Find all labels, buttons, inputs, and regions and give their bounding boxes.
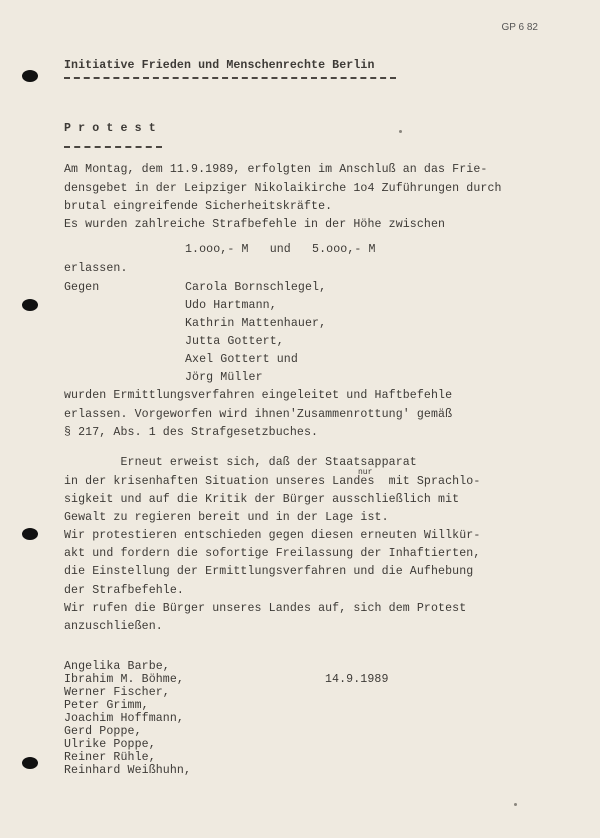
closing-line: anzuschließen.: [64, 620, 163, 633]
closing-line: die Einstellung der Ermittlungsverfahren und die Aufhebung: [64, 565, 474, 578]
accused-name: Carola Bornschlegel,: [185, 281, 327, 294]
closing-line: Wir protestieren entschieden gegen diesen erneuten Willkür-: [64, 529, 481, 542]
document-title: P r o t e s t: [64, 122, 156, 135]
accused-name: Udo Hartmann,: [185, 299, 277, 312]
paper-speck: [399, 130, 402, 133]
org-heading: Initiative Frieden und Menschenrechte Berlin: [64, 59, 375, 72]
signatory: Angelika Barbe,: [64, 660, 170, 673]
investigation-line: wurden Ermittlungsverfahren eingeleitet und Haftbefehle: [64, 389, 453, 402]
accused-name: Jutta Gottert,: [185, 335, 284, 348]
closing-line: in der krisenhaften Situation unseres Landes mit Sprachlo-: [64, 475, 481, 488]
intro-line: Es wurden zahlreiche Strafbefehle in der Höhe zwischen: [64, 218, 446, 231]
accused-name: Jörg Müller: [185, 371, 263, 384]
closing-line: akt und fordern die sofortige Freilassung der Inhaftierten,: [64, 547, 481, 560]
closing-line: der Strafbefehle.: [64, 584, 184, 597]
accused-name: Axel Gottert und: [185, 353, 298, 366]
handwritten-insertion: nur: [358, 468, 373, 477]
title-underline: [64, 146, 162, 148]
intro-line: densgebet in der Leipziger Nikolaikirche 1o4 Zuführungen durch: [64, 182, 502, 195]
closing-line: Gewalt zu regieren bereit und in der Lage ist.: [64, 511, 389, 524]
intro-line: brutal eingreifende Sicherheitskräfte.: [64, 200, 333, 213]
closing-line: Wir rufen die Bürger unseres Landes auf, sich dem Protest: [64, 602, 467, 615]
punch-hole: [22, 299, 38, 311]
investigation-line: erlassen. Vorgeworfen wird ihnen'Zusammenrottung' gemäß: [64, 408, 453, 421]
intro-line: Am Montag, dem 11.9.1989, erfolgten im Anschluß an das Frie-: [64, 163, 488, 176]
against-text: Gegen: [64, 281, 100, 294]
heading-underline: [64, 77, 396, 79]
signatory: Reinhard Weißhuhn,: [64, 764, 192, 777]
fine-amount: 1.ooo,- M und 5.ooo,- M: [185, 243, 376, 256]
signatory: Ibrahim M. Böhme,: [64, 673, 184, 686]
closing-line: Erneut erweist sich, daß der Staatsapparat: [64, 456, 417, 469]
signatory: Ulrike Poppe,: [64, 738, 156, 751]
signatory: Gerd Poppe,: [64, 725, 142, 738]
issued-text: erlassen.: [64, 262, 128, 275]
punch-hole: [22, 757, 38, 769]
signatory: Peter Grimm,: [64, 699, 149, 712]
punch-hole: [22, 528, 38, 540]
punch-hole: [22, 70, 38, 82]
signatory: Joachim Hoffmann,: [64, 712, 184, 725]
paper-speck: [514, 803, 517, 806]
document-date: 14.9.1989: [325, 673, 389, 686]
closing-line: sigkeit und auf die Kritik der Bürger ausschließlich mit: [64, 493, 460, 506]
accused-name: Kathrin Mattenhauer,: [185, 317, 327, 330]
investigation-line: § 217, Abs. 1 des Strafgesetzbuches.: [64, 426, 319, 439]
signatory: Werner Fischer,: [64, 686, 170, 699]
archive-mark: GP 6 82: [501, 22, 538, 33]
signatory: Reiner Rühle,: [64, 751, 156, 764]
